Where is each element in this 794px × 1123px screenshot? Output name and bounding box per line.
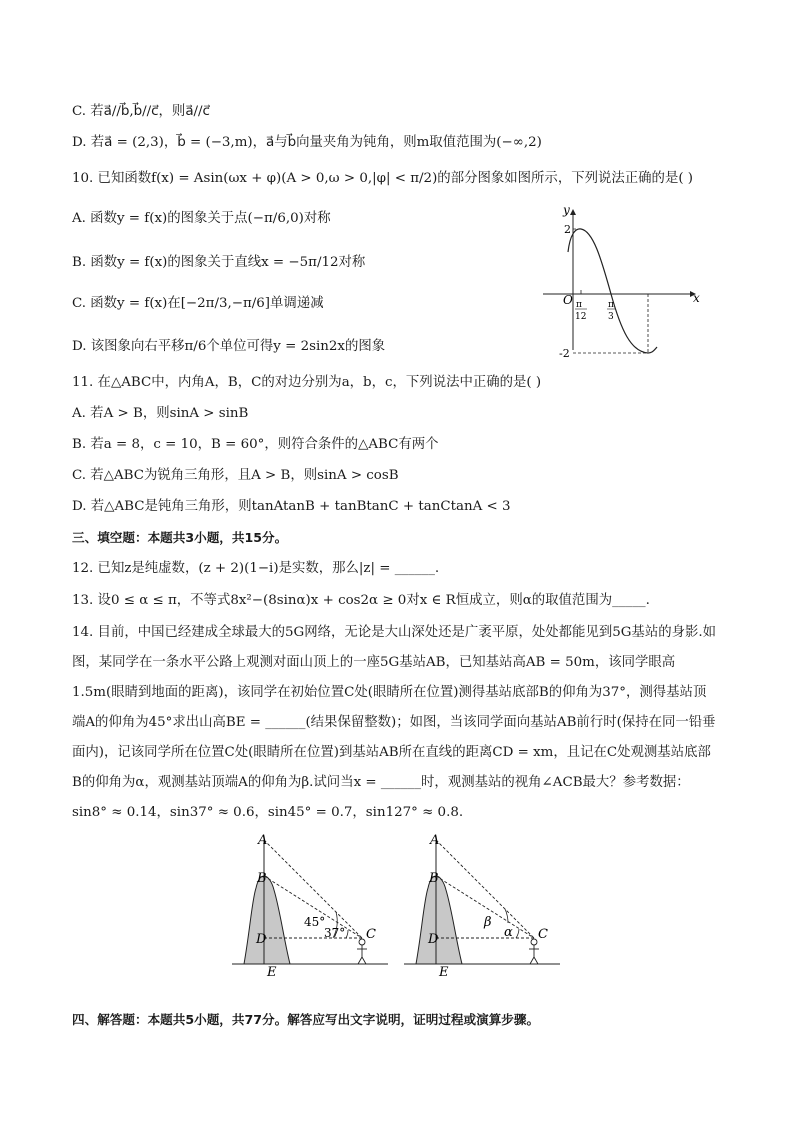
angle-label-alpha: α [504,925,513,940]
question-11-option-d: D. 若△ABC是钝角三角形，则tanAtanB + tanBtanC + tanCtanA < 3 [72,499,511,514]
min-value-label: -2 [559,347,570,360]
question-10-option-d: D. 该图象向右平移π/6个单位可得y = 2sin2x的图象 [72,339,386,354]
question-11: 11. 在△ABC中，内角A，B，C的对边分别为a，b，c，下列说法中正确的是( ) [72,375,542,390]
mountain-shape [244,876,290,964]
person-leg-left [530,957,534,964]
tick-pi3-label: π [608,300,614,310]
question-12: 12. 已知z是纯虚数，(z + 2)(1−i)是实数，那么|z| = ______. [72,561,440,576]
label-e: E [267,965,277,978]
label-a: A [430,833,440,848]
question-10: 10. 已知函数f(x) = Asin(ωx + φ)(A > 0,ω > 0,|φ| < π/2)的部分图象如图所示，下列说法正确的是( ) [72,171,694,186]
x-axis-label: x [693,291,700,305]
angle-label-45: 45° [304,915,326,929]
question-14: 14. 目前，中国已经建成全球最大的5G网络，无论是大山深处还是广袤平原，处处都能见到5G基站的身影.如图，某同学在一条水平公路上观测对面山顶上的一座5G基站AB，已知基站高AB = 50m，该同学眼高1.5m(眼睛到地面的距离)，该同学在初始位置C处(眼睛所在位置)测得基站底部B的仰角为37°，测得基站顶端A的仰角为45°求出山高BE = ______(结果保留整数)；如图，当该同学面向基站AB前行时(保持在同一铅垂面内)，记该同学所在位置C处(眼睛所在位置)到基站AB所在直线的距离CD = xm，且记在C处观测基站底部B的仰角为α，观测基站顶端A的仰角为β.试问当x = ______时，观测基站的视角∠ACB最大？参考数据：sin8° ≈ 0.14，sin37° ≈ 0.6，sin45° = 0.7，sin127° ≈ 0.8. [72,625,717,820]
option-c-vectors: C. 若a⃗//b⃗,b⃗//c⃗，则a⃗//c⃗ [72,104,210,119]
question-11-option-c: C. 若△ABC为锐角三角形，且A > B，则sinA > cosB [72,468,399,483]
tick-pi3-denominator: 3 [608,312,614,322]
person-head [359,939,365,945]
section-4-heading: 四、解答题：本题共5小题，共77分。解答应写出文字说明，证明过程或演算步骤。 [72,1012,540,1027]
angle-arc-bottom [516,929,519,938]
max-value-label: 2 [564,223,571,236]
label-d: D [256,932,267,947]
angle-label-37: 37° [324,926,346,940]
label-d: D [428,932,439,947]
label-a: A [258,833,268,848]
question-10-option-c: C. 函数y = f(x)在[−2π/3,−π/6]单调递减 [72,296,324,311]
y-axis-label: y [563,203,570,217]
label-b: B [257,871,267,886]
mountain-shape [416,876,462,964]
mountain-figure-2 [400,830,570,978]
question-11-option-a: A. 若A > B，则sinA > sinB [72,406,249,421]
label-e: E [439,965,449,978]
person-head [531,939,537,945]
section-3-heading: 三、填空题：本题共3小题，共15分。 [72,530,288,545]
label-c: C [538,927,548,942]
question-11-option-b: B. 若a = 8，c = 10，B = 60°，则符合条件的△ABC有两个 [72,437,439,452]
person-leg-right [362,957,366,964]
person-leg-left [358,957,362,964]
angle-arc-bottom [346,930,348,938]
mountain-figure-1 [228,830,398,978]
sine-graph-figure [535,200,710,360]
label-b: B [429,871,439,886]
angle-label-beta: β [484,915,492,930]
origin-label: O [563,293,573,307]
option-d-vectors: D. 若a⃗ = (2,3)，b⃗ = (−3,m)，a⃗与b⃗向量夹角为钝角，则m取值范围为(−∞,2) [72,135,542,150]
person-leg-right [534,957,538,964]
question-10-option-a: A. 函数y = f(x)的图象关于点(−π/6,0)对称 [72,211,331,226]
label-c: C [366,927,376,942]
question-13: 13. 设0 ≤ α ≤ π，不等式8x²−(8sinα)x + cos2α ≥ 0对x ∈ R恒成立，则α的取值范围为_____. [72,593,650,608]
tick-pi12-denominator: 12 [575,312,587,322]
tick-pi12-label: π [576,300,582,310]
question-10-option-b: B. 函数y = f(x)的图象关于直线x = −5π/12对称 [72,255,366,270]
